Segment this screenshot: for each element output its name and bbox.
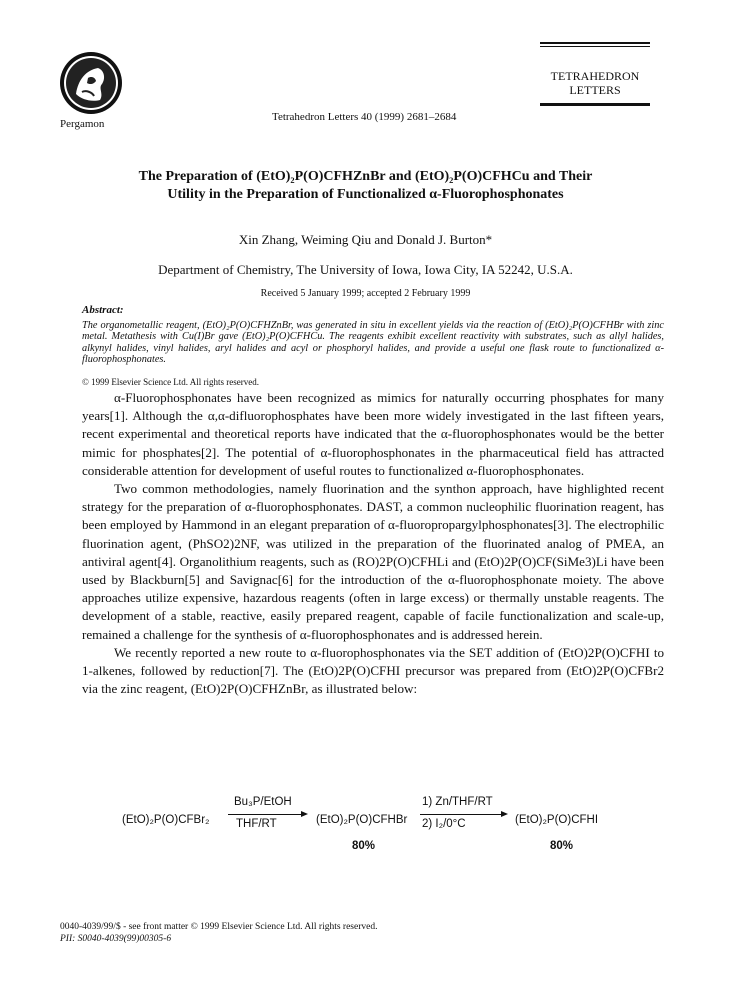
footer <box>60 921 377 945</box>
reagent2-top: 1) Zn/THF/RT <box>422 796 493 808</box>
journal-masthead <box>540 42 650 106</box>
pergamon-logo <box>58 50 124 116</box>
masthead-rule-bottom <box>540 104 650 106</box>
title-line2: Utility in the Preparation of Functionalized α-Fluorophosphonates <box>167 187 564 202</box>
intermediate-yield: 80% <box>352 840 376 852</box>
intermediate: (EtO)₂P(O)CFHBr <box>316 814 408 826</box>
abstract-text: The organometallic reagent, (EtO)₂P(O)CFHZnBr, was generated in situ in excellent yields via the reaction of (EtO)₂P(O)CFHBr with zinc metal. Metathesis with Cu(I)Br gave (EtO)₂P(O)CFHCu. The reagents exhibit excellent reactivity with substrates, such as allyl halides, alkynyl halides, vinyl halides, aryl halides and acyl or phosphoryl halides, and provide a useful one flask route to functionalized α-fluorophosphonates. <box>82 320 664 366</box>
reagent1-top: Bu₃P/EtOH <box>234 796 292 808</box>
product-yield: 80% <box>550 840 574 852</box>
body-text <box>82 389 664 698</box>
masthead-rule-top <box>540 42 650 44</box>
journal-citation: Tetrahedron Letters 40 (1999) 2681–2684 <box>272 111 457 123</box>
reaction-arrow-1 <box>228 814 302 815</box>
reaction-scheme <box>110 788 670 858</box>
affiliation: Department of Chemistry, The University of Iowa, Iowa City, IA 52242, U.S.A. <box>158 262 573 277</box>
masthead-rule-top-thin <box>540 46 650 47</box>
footer-pii: PII: S0040-4039(99)00305-6 <box>60 934 172 944</box>
publisher-name: Pergamon <box>60 118 105 130</box>
arrow-head-2 <box>501 811 508 817</box>
footer-line1: 0040-4039/99/$ - see front matter © 1999 Elsevier Science Ltd. All rights reserved. <box>60 922 378 932</box>
arrow-head-1 <box>301 811 308 817</box>
reaction-arrow-2 <box>420 814 502 815</box>
reagent1-bottom: THF/RT <box>236 818 277 830</box>
journal-name-line2: LETTERS <box>569 83 621 97</box>
abstract-heading: Abstract: <box>82 304 124 316</box>
article-title <box>60 168 671 204</box>
journal-name <box>540 69 650 97</box>
paragraph: We recently reported a new route to α-fluorophosphonates via the SET addition of (EtO)2P(O)CFHI to 1-alkenes, followed by reduction[7]. The (EtO)2P(O)CFHI precursor was prepared from (EtO)2P(O)CFBr2 via the zinc reagent, (EtO)2P(O)CFHZnBr, as illustrated below: <box>82 644 664 697</box>
copyright-notice: © 1999 Elsevier Science Ltd. All rights reserved. <box>82 377 260 387</box>
title-line1: The Preparation of (EtO)₂P(O)CFHZnBr and (EtO)₂P(O)CFHCu and Their <box>138 169 593 184</box>
authors: Xin Zhang, Weiming Qiu and Donald J. Burton* <box>238 232 493 247</box>
paragraph: Two common methodologies, namely fluorination and the synthon approach, have highlighted recent strategy for the preparation of α-fluorophosphonates. DAST, a common nucleophilic fluorination reagent, has been employed by Hammond in an elegant preparation of α-fluoropropargylphosphonates[3]. The electrophilic fluorination agent, (PhSO2)2NF, was utilized in the preparation of the fluorinated analog of PMEA, an antiviral agent[4]. Organolithium reagents, such as (RO)2P(O)CFHLi and (EtO)2P(O)CF(SiMe3)Li have been used by Blackburn[5] and Savignac[6] for the introduction of the α-fluorophosphonate moiety. The above approaches utilize expensive, hazardous reagents (often in large excess) or thermally unstable reagents. The development of a stable, reactive, easily prepared reagent, capable of facile functionalization and scale-up, remained a challenge for the synthesis of α-fluorophosphonates and is addressed herein. <box>82 481 664 642</box>
reactant: (EtO)₂P(O)CFBr₂ <box>122 814 210 826</box>
paragraph: α-Fluorophosphonates have been recognized as mimics for naturally occurring phosphates for many years[1]. Although the α,α-difluorophosphates have been more widely investigated in the last fifteen years, recent experimental and theoretical reports have indicated that the α-fluorophosphonates would be the better mimic for phosphates[2]. The potential of α-fluorophosphonates in the pharmaceutical field has attracted considerable attention for development of useful routes to functionalized α-fluorophosphonates. <box>82 390 664 478</box>
journal-name-line1: TETRAHEDRON <box>550 69 640 83</box>
reagent2-bottom: 2) I₂/0°C <box>422 818 466 830</box>
received-dates: Received 5 January 1999; accepted 2 February 1999 <box>260 288 471 299</box>
product: (EtO)₂P(O)CFHI <box>515 814 599 826</box>
